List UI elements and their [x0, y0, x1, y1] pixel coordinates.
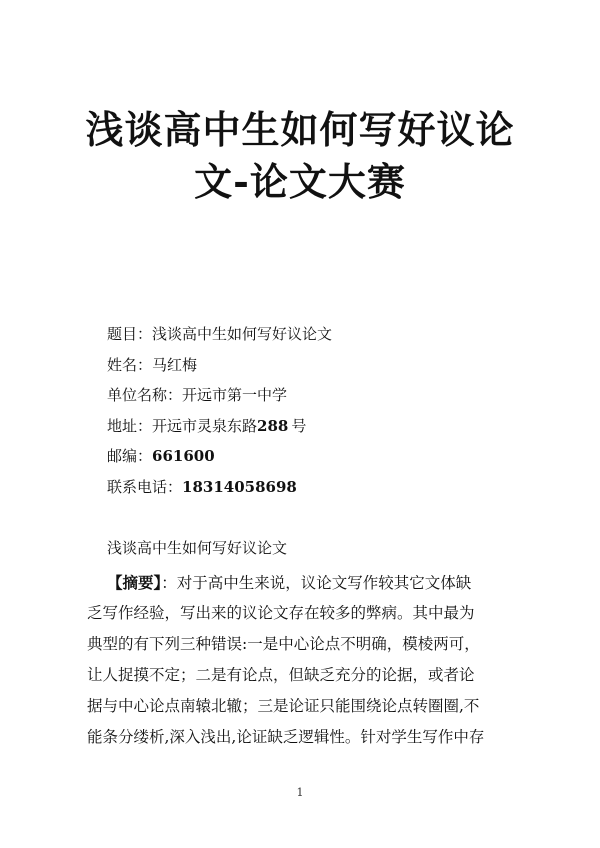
address-number: 288 — [257, 416, 289, 435]
name-value: 马红梅 — [152, 355, 198, 374]
document-title-line-1: 浅谈高中生如何写好议论 — [85, 107, 515, 152]
info-row-unit — [107, 380, 527, 411]
abstract-paragraph — [87, 567, 517, 753]
topic-label: 题目： — [107, 325, 153, 343]
name-label: 姓名： — [107, 355, 153, 374]
phone-value: 18314058698 — [182, 477, 297, 496]
phone-label: 联系电话： — [107, 477, 183, 496]
unit-value: 开远市第一中学 — [182, 386, 288, 404]
unit-label: 单位名称： — [107, 386, 183, 404]
address-value-a: 开远市灵泉东路 — [152, 416, 258, 435]
info-row-topic — [107, 319, 527, 350]
abstract-line: 让人捉摸不定；二是有论点，但缺乏充分的论据，或者论 — [87, 666, 475, 684]
document-title-line-2: 文-论文大赛 — [194, 159, 406, 204]
abstract-line: 能条分缕析,深入浅出,论证缺乏逻辑性。针对学生写作中存 — [87, 728, 485, 746]
postcode-label: 邮编： — [107, 447, 153, 465]
postcode-value: 661600 — [152, 447, 215, 465]
abstract-line-text: ：对于高中生来说，议论文写作较其它文体缺 — [161, 574, 472, 592]
abstract-line: 据与中心论点南辕北辙；三是论证只能围绕论点转圈圈,不 — [87, 697, 480, 715]
abstract-line — [87, 567, 517, 598]
info-row-address — [107, 411, 527, 442]
info-row-name — [107, 350, 527, 381]
info-row-postcode — [107, 441, 527, 472]
topic-value: 浅谈高中生如何写好议论文 — [152, 325, 333, 343]
abstract-line: 典型的有下列三种错误:一是中心论点不明确，模棱两可， — [87, 635, 480, 653]
abstract-line: 乏写作经验，写出来的议论文存在较多的弊病。其中最为 — [87, 604, 475, 622]
author-info-block — [107, 319, 527, 502]
address-label: 地址： — [107, 416, 153, 435]
page-number: 1 — [296, 786, 304, 799]
abstract-tag: 【摘要】 — [107, 573, 162, 592]
address-value-b: 号 — [291, 416, 307, 435]
info-row-phone — [107, 472, 527, 503]
essay-subtitle: 浅谈高中生如何写好议论文 — [107, 539, 288, 557]
